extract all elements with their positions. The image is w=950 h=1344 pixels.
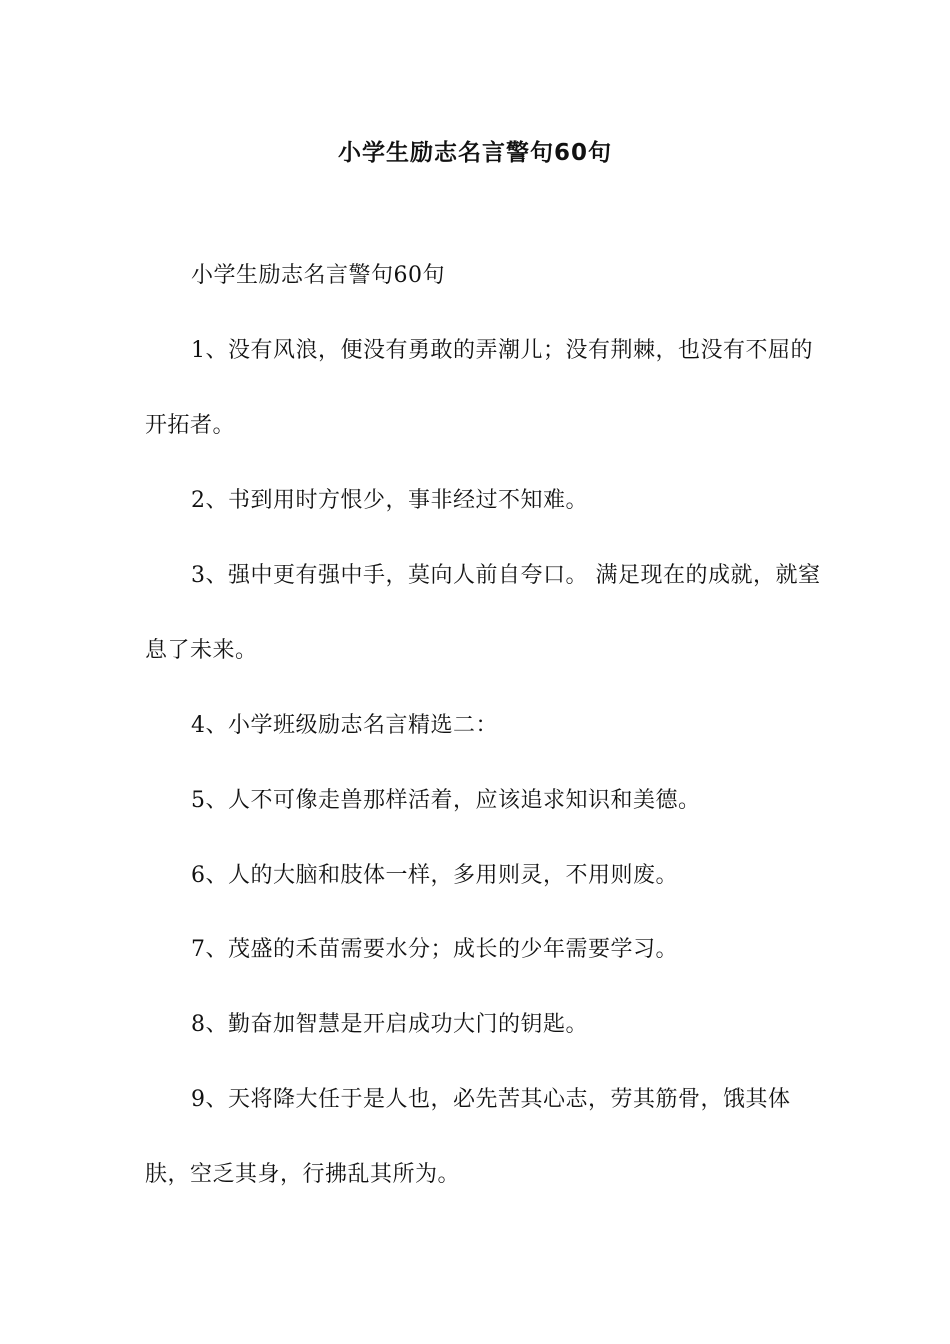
paragraph-quote-4: 4、小学班级励志名言精选二： [191,713,498,738]
paragraph-quote-6: 6、人的大脑和肢体一样，多用则灵，不用则废。 [191,863,678,888]
paragraph-quote-7: 7、茂盛的禾苗需要水分；成长的少年需要学习。 [191,937,678,962]
paragraph-quote-8: 8、勤奋加智慧是开启成功大门的钥匙。 [191,1012,588,1037]
paragraph-quote-3: 3、强中更有强中手，莫向人前自夸口。 满足现在的成就，就窒息了未来。 [145,563,821,663]
document-title: 小学生励志名言警句60句 [337,140,612,166]
paragraph-subtitle: 小学生励志名言警句60句 [191,263,445,288]
paragraph-quote-2: 2、书到用时方恨少，事非经过不知难。 [191,488,588,513]
paragraph-quote-1: 1、没有风浪，便没有勇敢的弄潮儿；没有荆棘，也没有不屈的开拓者。 [145,338,813,438]
paragraph-quote-5: 5、人不可像走兽那样活着，应该追求知识和美德。 [191,788,701,813]
paragraph-quote-9: 9、天将降大任于是人也，必先苦其心志，劳其筋骨，饿其体肤，空乏其身，行拂乱其所为。 [145,1087,791,1187]
